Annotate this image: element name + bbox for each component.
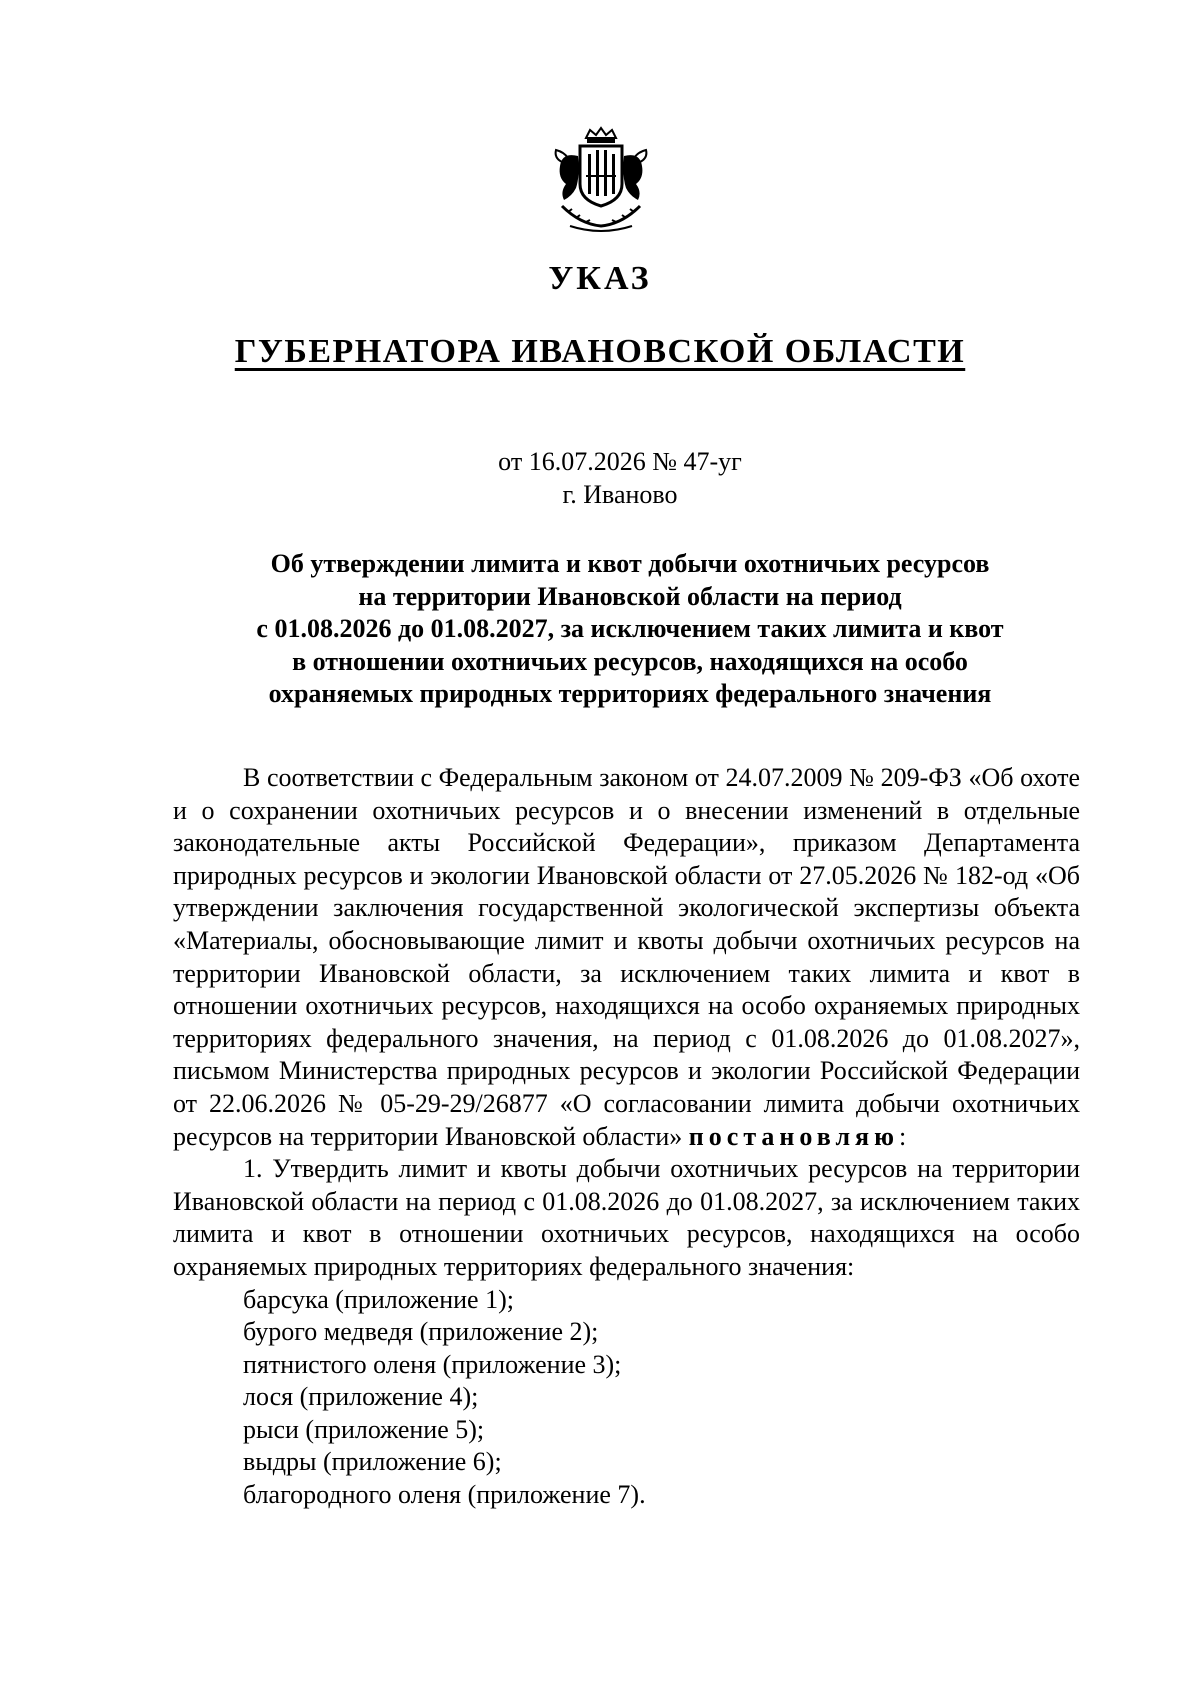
preamble-colon: : xyxy=(898,1121,907,1151)
coat-of-arms-emblem-icon xyxy=(550,126,652,232)
list-item: бурого медведя (приложение 2); xyxy=(243,1317,599,1347)
document-type-title: УКАЗ xyxy=(548,260,652,297)
decree-word: постановляю xyxy=(688,1121,899,1151)
issuer-title xyxy=(0,333,1200,371)
list-item: рыси (приложение 5); xyxy=(243,1414,485,1444)
item-1-paragraph: 1. Утвердить лимит и квоты добычи охотничьих ресурсов на территории Ивановской области на период с 01.08.2026 до 01.08.2027, за исключением таких лимита и квот в отношении охотничьих ресурсов, находящихся на особо охраняемых природных территориях федерального значения: xyxy=(173,1154,1080,1281)
list-item: барсука (приложение 1); xyxy=(243,1284,514,1314)
preamble-text: В соответствии с Федеральным законом от 24.07.2009 № 209-ФЗ «Об охоте и о сохранении охотничьих ресурсов и о внесении изменений в отдельные законодательные акты Российской Федерации», приказом Департамента природных ресурсов и экологии Ивановской области от 27.05.2026 № 182-од «Об утверждении заключения государственной экологической экспертизы объекта «Материалы, обосновывающие лимит и квоты добычи охотничьих ресурсов на территории Ивановской области, за исключением таких лимита и квот в отношении охотничьих ресурсов, находящихся на особо охраняемых природных территориях федерального значения, на период с 01.08.2026 до 01.08.2027», письмом Министерства природных ресурсов и экологии Российской Федерации от 22.06.2026 № 05-29-29/26877 «О согласовании лимита добычи охотничьих ресурсов на территории Ивановской области» xyxy=(173,763,1080,1151)
date-number-line: от 16.07.2026 № 47-уг xyxy=(498,447,742,476)
document-body xyxy=(173,762,1080,1512)
species-list xyxy=(173,1284,1080,1512)
heading-line: с 01.08.2026 до 01.08.2027, за исключением таких лимита и квот xyxy=(256,614,1004,643)
list-item: выдры (приложение 6); xyxy=(243,1447,502,1477)
city-line: г. Иваново xyxy=(562,480,678,509)
heading-line: на территории Ивановской области на период xyxy=(358,581,902,611)
decree-heading xyxy=(200,548,1060,711)
preamble-paragraph xyxy=(173,762,1080,1153)
heading-line: охраняемых природных территориях федерального значения xyxy=(268,679,992,708)
heading-line: в отношении охотничьих ресурсов, находящихся на особо xyxy=(292,646,968,676)
issuer-title-text: ГУБЕРНАТОРА ИВАНОВСКОЙ ОБЛАСТИ xyxy=(234,333,966,370)
list-item: благородного оленя (приложение 7). xyxy=(243,1480,646,1510)
list-item: пятнистого оленя (приложение 3); xyxy=(243,1349,622,1379)
list-item: лося (приложение 4); xyxy=(243,1382,479,1412)
heading-line: Об утверждении лимита и квот добычи охотничьих ресурсов xyxy=(270,549,990,578)
